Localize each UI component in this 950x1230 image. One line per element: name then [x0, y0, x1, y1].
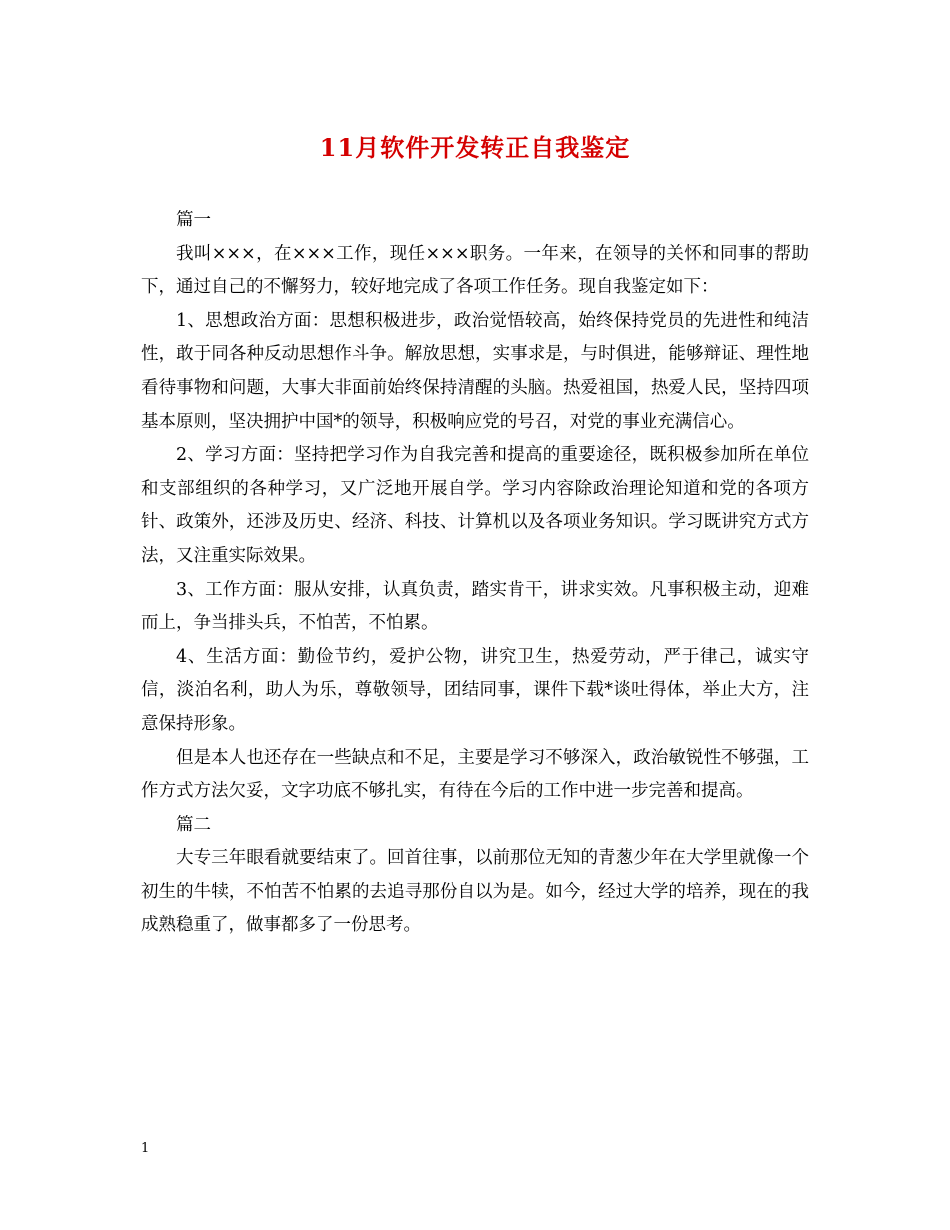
paragraph-intro: 我叫×××，在×××工作，现任×××职务。一年来，在领导的关怀和同事的帮助下，通过自己的不懈努力，较好地完成了各项工作任务。现自我鉴定如下： — [141, 243, 809, 298]
paragraph-work: 3、工作方面：服从安排，认真负责，踏实肯干，讲求实效。凡事积极主动，迎难而上，争当排头兵，不怕苦，不怕累。 — [141, 579, 809, 634]
paragraph-political: 1、思想政治方面：思想积极进步，政治觉悟较高，始终保持党员的先进性和纯洁性，敢于同各种反动思想作斗争。解放思想，实事求是，与时俱进，能够辩证、理性地看待事物和问题，大事大非面前始终保持清醒的头脑。热爱祖国，热爱人民，坚持四项基本原则，坚决拥护中国*的领导，积极响应党的号召，对党的事业充满信心。 — [141, 310, 809, 432]
paragraph-college: 大专三年眼看就要结束了。回首往事，以前那位无知的青葱少年在大学里就像一个初生的牛犊，不怕苦不怕累的去追寻那份自以为是。如今，经过大学的培养，现在的我成熟稳重了，做事都多了一份思考。 — [141, 848, 809, 936]
page-number: 1 — [141, 1141, 150, 1156]
document-title: 11月软件开发转正自我鉴定 — [319, 133, 631, 162]
document-body — [141, 204, 809, 943]
paragraph-life: 4、生活方面：勤俭节约，爱护公物，讲究卫生，热爱劳动，严于律己，诚实守信，淡泊名利，助人为乐，尊敬领导，团结同事，课件下载*谈吐得体，举止大方，注意保持形象。 — [141, 646, 809, 734]
section-heading-2: 篇二 — [176, 814, 211, 835]
section-heading-1: 篇一 — [176, 210, 211, 230]
paragraph-shortcomings: 但是本人也还存在一些缺点和不足，主要是学习不够深入，政治敏锐性不够强，工作方式方法欠妥，文字功底不够扎实，有待在今后的工作中进一步完善和提高。 — [141, 747, 809, 802]
paragraph-study: 2、学习方面：坚持把学习作为自我完善和提高的重要途径，既积极参加所在单位和支部组织的各种学习，又广泛地开展自学。学习内容除政治理论知道和党的各项方针、政策外，还涉及历史、经济、科技、计算机以及各项业务知识。学习既讲究方式方法，又注重实际效果。 — [141, 445, 809, 566]
